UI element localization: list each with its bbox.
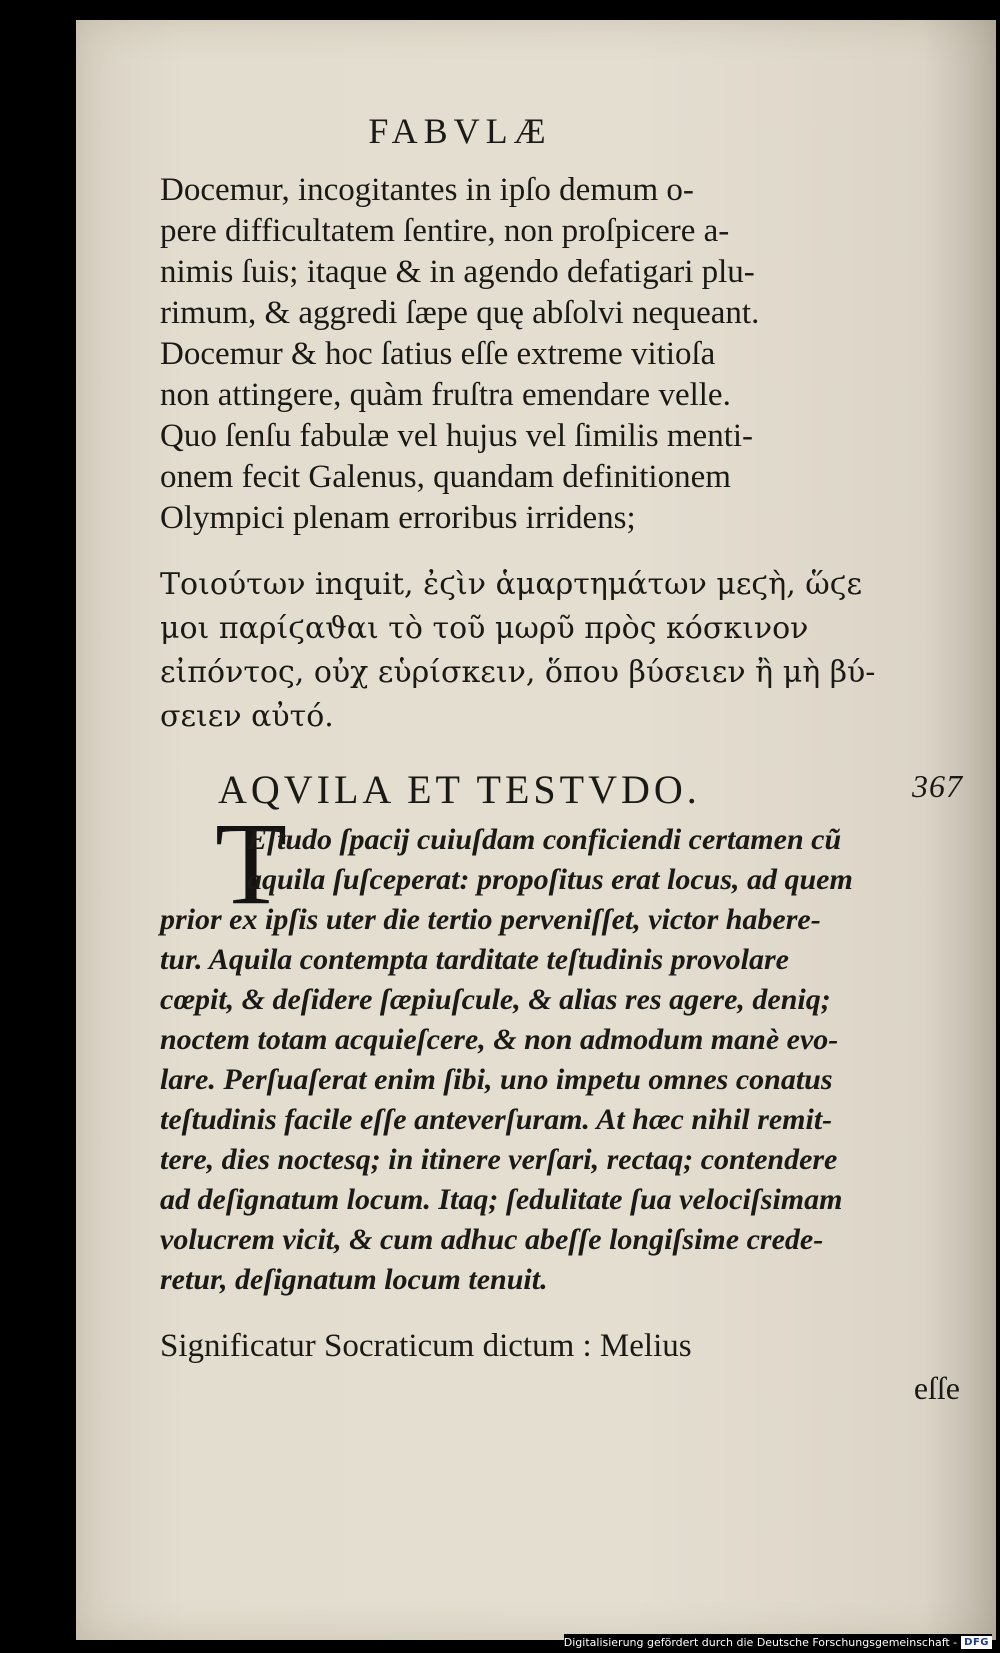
fable-line: tere, dies noctesq; in itinere verſari, rectaq; contendere xyxy=(160,1143,838,1176)
fable-line: aquila ſuſceperat: propoſitus erat locus, ad quem xyxy=(247,863,853,896)
fable-line: cœpit, & deſidere ſæpiuſcule, & alias res agere, deniq; xyxy=(160,983,831,1016)
fable-line: volucrem vicit, & cum adhuc abeſſe longiſsime crede- xyxy=(160,1223,824,1256)
fable-line: noctem totam acquieſcere, & non admodum manè evo- xyxy=(160,1023,839,1056)
fable-line: prior ex ipſis uter die tertio perveniſſet, victor habere- xyxy=(160,903,821,936)
drop-capital: T xyxy=(215,798,288,929)
text-line: Olympici plenam erroribus irridens; xyxy=(160,500,636,536)
text-line: rimum, & aggredi ſæpe quę abſolvi nequeant. xyxy=(160,295,760,331)
text-line: pere difficultatem ſentire, non proſpicere a- xyxy=(160,213,730,249)
catchword: eſſe xyxy=(913,1370,960,1406)
text-line: nimis ſuis; itaque & in agendo defatigari plu- xyxy=(160,254,755,290)
fable-heading xyxy=(218,766,963,813)
fable-line: lare. Perſuaſerat enim ſibi, uno impetu omnes conatus xyxy=(160,1063,833,1096)
fable-line: Eſtudo ſpacij cuiuſdam conficiendi certamen cũ xyxy=(247,823,842,856)
digitization-credit xyxy=(564,1634,992,1651)
dfg-logo-icon: DFG xyxy=(961,1636,992,1649)
fable-line: teſtudinis facile eſſe anteverſuram. At hæc nihil remit- xyxy=(160,1103,833,1136)
text-line: onem fecit Galenus, quandam definitionem xyxy=(160,459,731,495)
fable-body xyxy=(160,820,960,1300)
paragraph-docemur xyxy=(160,170,960,539)
greek-quotation xyxy=(160,563,960,739)
running-header: FABVLÆ xyxy=(368,111,552,151)
fable-line: tur. Aquila contempta tarditate teſtudinis provolare xyxy=(160,943,789,976)
text-line: Docemur, incogitantes in ipſo demum o- xyxy=(160,172,694,208)
text-line: Docemur & hoc ſatius eſſe extreme vitioſa xyxy=(160,336,716,372)
paragraph-moral xyxy=(160,1326,960,1367)
fable-line: retur, deſignatum locum tenuit. xyxy=(160,1263,548,1296)
fable-line: ad deſignatum locum. Itaq; ſedulitate ſua velociſsimam xyxy=(160,1183,843,1216)
text-line: Significatur Socraticum dictum : Melius xyxy=(160,1328,692,1364)
fable-title: AQVILA ET TESTVDO. xyxy=(218,767,701,812)
fable-number: 367 xyxy=(912,768,963,804)
greek-line: εἰπόντος, οὐχ εὑρίσκειν, ὅπου βύσειεν ἢ μὴ βύ- xyxy=(160,655,876,690)
text-line: non attingere, quàm fruſtra emendare velle. xyxy=(160,377,731,413)
greek-line: μοι παρίϛαϑαι τὸ τοῦ μωρῦ πρὸς κόσκινον xyxy=(160,611,809,646)
credit-text: Digitalisierung gefördert durch die Deutsche Forschungsgemeinschaft - xyxy=(563,1636,958,1649)
greek-line: Τοιούτων inquit, ἐϛὶν ἁμαρτημάτων μεϛὴ, ὥϛε xyxy=(160,567,863,602)
greek-line: σειεν αὐτό. xyxy=(160,699,334,734)
text-line: Quo ſenſu fabulæ vel hujus vel ſimilis menti- xyxy=(160,418,754,454)
